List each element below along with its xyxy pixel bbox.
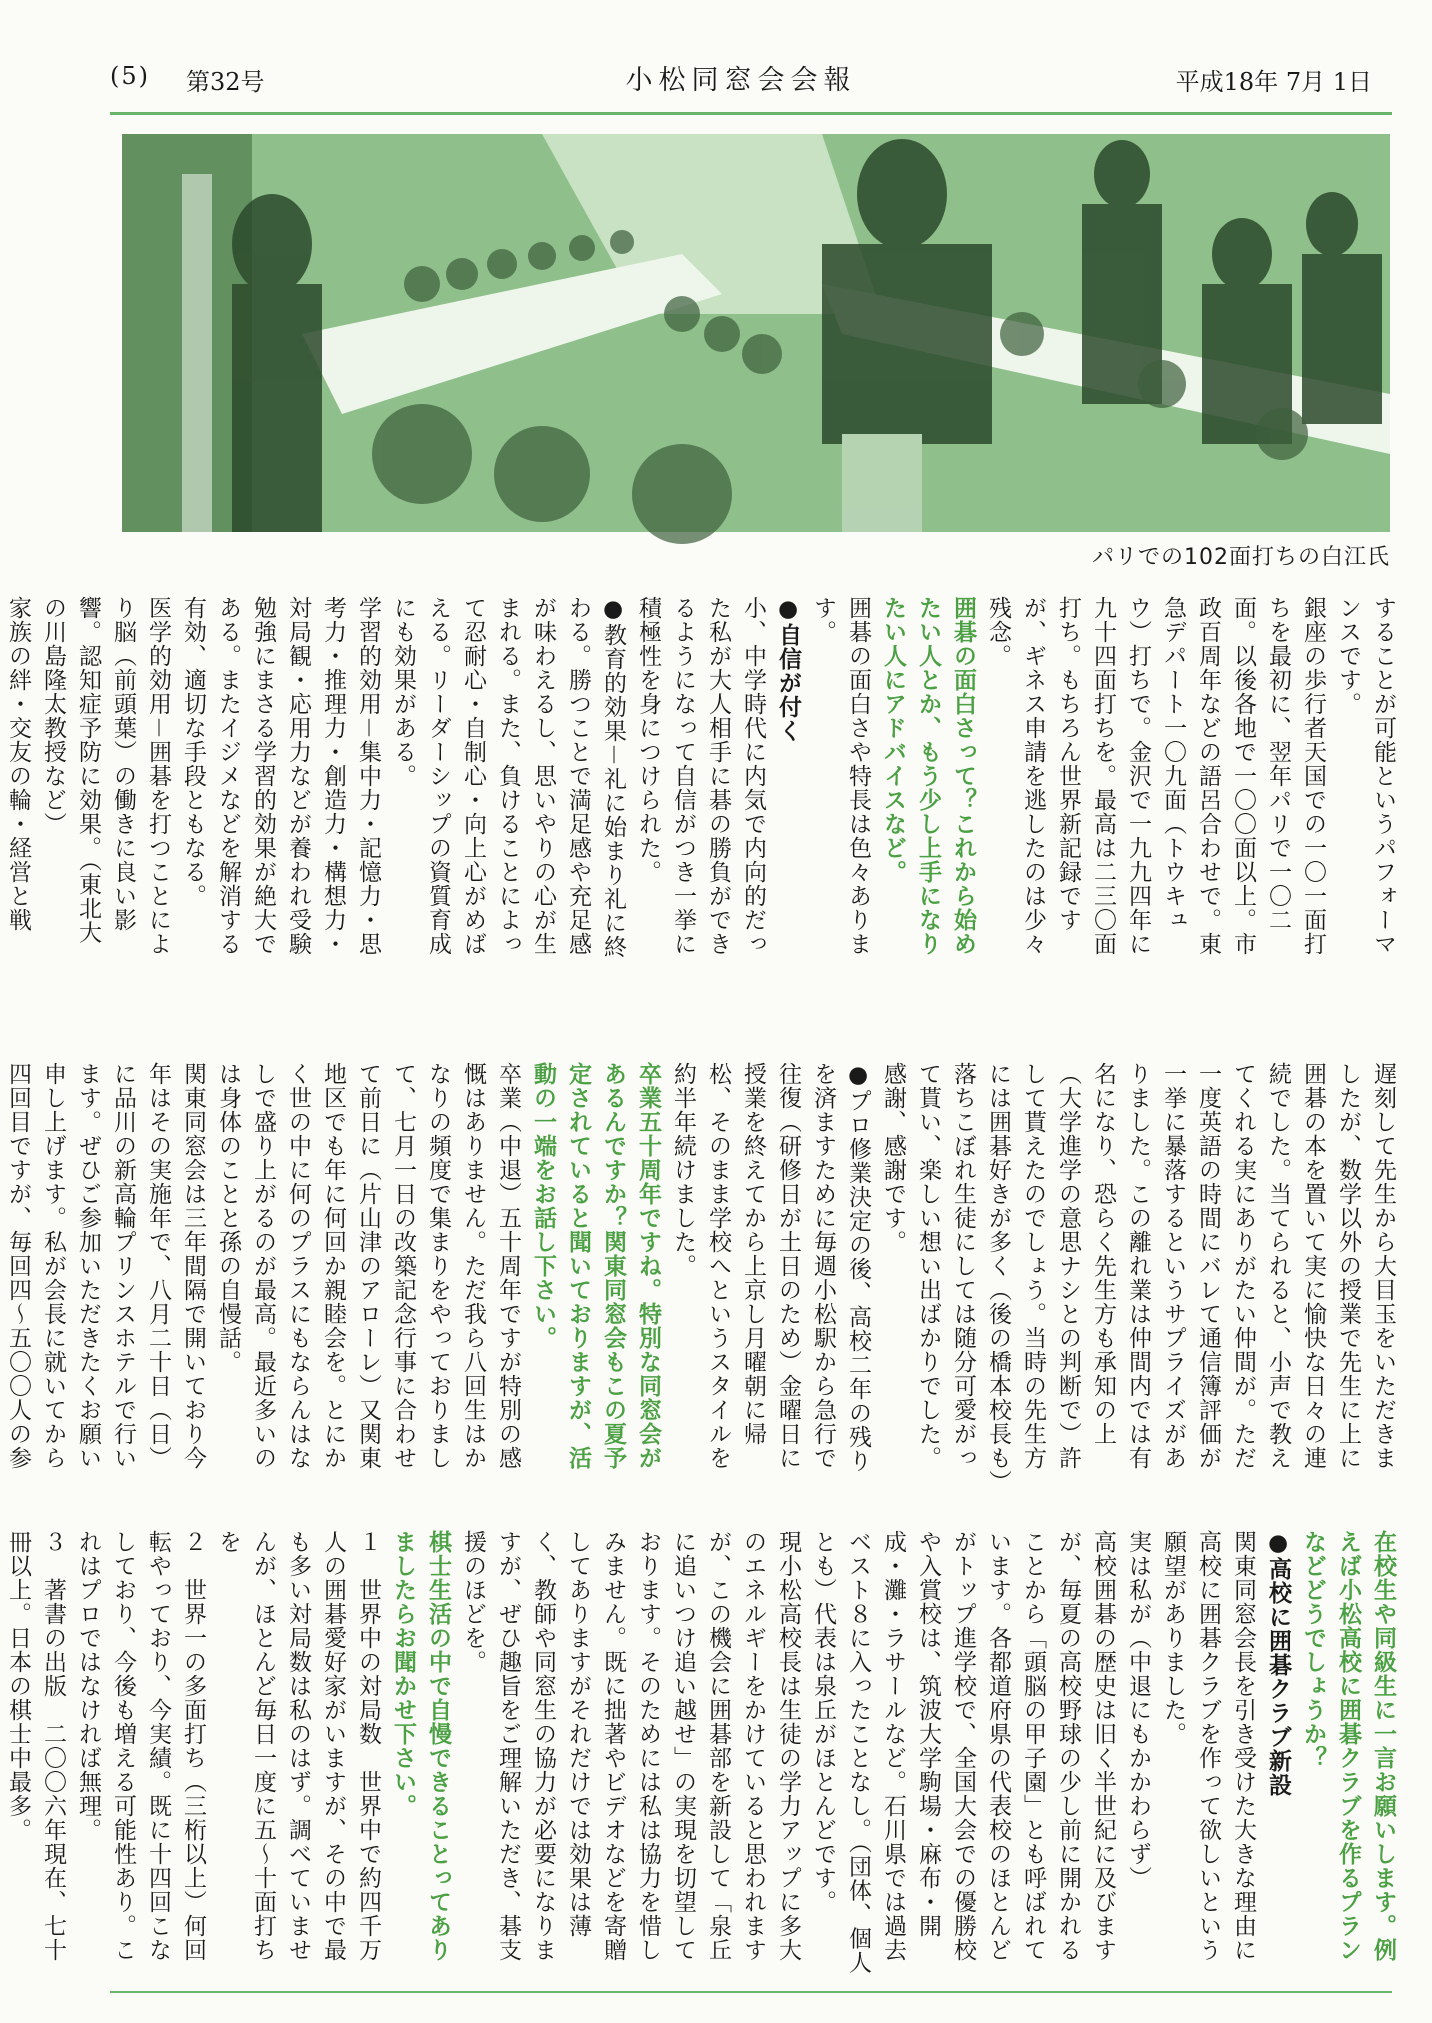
photo-caption: パリでの102面打ちの白江氏 [1092,545,1390,570]
article-paragraph: 医学的効用－囲碁を打つことにより脳（前頭葉）の働きに良い影響。認知症予防に効果。（東北大の川島隆太教授など） [40,596,171,956]
footer-rule [110,1991,1392,1993]
article-column-1 [5,596,1400,966]
newsletter-title: 小松同窓会会報 [625,65,857,96]
article-paragraph: 学習的効用－集中力・記憶力・思考力・推理力・創造力・構想力・対局観・応用力などが養われ受験勉強にまさる学習的効果が絶大である。またイジメなどを解消する有効、適切な手段ともなる。 [180,596,381,956]
article-paragraph: １ 世界中の対局数 世界中で約四千万人の囲碁愛好家がいますが、その中で最も多い対局数は私のはず。調べていませんが、ほとんど毎日一度に五～十面打ちを [215,1530,381,1962]
issue-date: 平成18年 7月 1日 [1175,68,1372,96]
article-paragraph: 現小松高校長は生徒の学力アップに多大のエネルギーをかけていると思われますが、この機会に囲碁部を新設して「泉丘に追いつけ追い越せ」の実現を切望しております。そのためには私は協力を惜しみません。既に拙著やビデオなどを寄贈してありますがそれだけでは効果は薄く、教師や同窓生の協力が必要になりますが、ぜひ趣旨をご理解いただき、碁支援のほどを。 [460,1530,801,1962]
issue-number: 第32号 [186,68,265,96]
article-paragraph: 銀座の歩行者天国での一〇一面打ちを最初に、翌年パリで一〇二面。以後各地で一〇〇面以上。市政百周年などの語呂合わせで。東急デパート一〇九面（トウキュウ）打ちで。金沢で一九九四年に九十四面打ちを。最高は二三〇面打ち。もちろん世界新記録ですが、ギネス申請を逃したのは少々残念。 [985,596,1326,956]
interview-question: 棋士生活の中で自慢できることってありましたらお聞かせ下さい。 [390,1530,451,1962]
interview-question: 在校生や同級生に一言お願いします。例えば小松高校に囲碁クラブを作るプランなどどうでしょうか？ [1300,1530,1396,1962]
article-paragraph: ●教育的効果－礼に始まり礼に終わる。勝つことで満足感や充足感が味わえるし、思いやりの心が生まれる。また、負けることによって忍耐心・自制心・向上心がめばえる。リーダーシップの資質育成にも効果がある。 [390,596,626,959]
article-column-2 [5,1062,1400,1492]
article-paragraph: 家族の絆・交友の輪・経営と戦 [5,596,31,932]
section-heading: ●高校に囲碁クラブ新設 [1265,1530,1291,1797]
article-paragraph: 関東同窓会は三年間隔で開いており今年はその実施年で、八月二十日（日）に品川の新高輪プリンスホテルで行います。ぜひご参加いただきたくお願い申し上げます。私が会長に就いてから四回目ですが、毎回四～五〇〇人の参 [5,1062,206,1470]
interview-question: 囲碁の面白さって？これから始めたい人とか、もう少し上手になりたい人にアドバイスなど。 [880,596,976,956]
event-photo [122,134,1390,532]
section-heading: ●自信が付く [775,596,801,743]
article-paragraph: ３ 著書の出版 二〇〇六年現在、七十冊以上。日本の棋士中最多。 [5,1530,66,1962]
photo-illustration [122,134,1390,532]
article-paragraph: 遅刻して先生から大目玉をいただきましたが、数学以外の授業で先生に上に囲碁の本を置いて実に愉快な日々の連続でした。当てられると、小声で教えてくれる実にありがたい仲間が。ただ一度英語の時間にバレて通信簿評価が一挙に暴落するというサプライズがありました。この離れ業は仲間内では有名になり、恐らく先生方も承知の上（大学進学の意思ナシとの判断で）許して貰えたのでしょう。当時の先生方には囲碁好きが多く（後の橋本校長も）落ちこぼれ生徒にしては随分可愛がって貰い、楽しい想い出ばかりでした。感謝、感謝です。 [880,1062,1396,1483]
article-paragraph: することが可能というパフォーマンスです。 [1335,596,1396,956]
article-paragraph: 高校囲碁の歴史は旧く半世紀に及びますが、毎夏の高校野球の少し前に開かれることから「頭脳の甲子園」とも呼ばれています。各都道府県の代表校のほとんどがトップ進学校で、全国大会での優勝校や入賞校は、筑波大学駒場・麻布・開成・灘・ラサールなど。石川県では過去ベスト８に入ったことなし。（団体、個人とも）代表は泉丘がほとんどです。 [810,1530,1116,1975]
page-header [110,56,1372,100]
article-paragraph: 関東同窓会長を引き受けた大きな理由に高校に囲碁クラブを作って欲しいという願望がありました。 [1160,1530,1256,1962]
interview-question: 卒業五十周年ですね。特別な同窓会があるんですか？関東同窓会もこの夏予定されていると聞いておりますが、活動の一端をお話し下さい。 [530,1062,661,1470]
header-rule [110,112,1392,115]
page-number: (5) [110,62,150,90]
article-paragraph: 卒業（中退）五十周年ですが特別の感慨はありません。ただ我ら八回生はかなりの頻度で集まりをやっておりまして、七月一日の改築記念行事に合わせて前日に（片山津のアローレ）又関東地区でも年に何回か親睦会を。とにかく世の中に何のプラスにもならんはなしで盛り上がるのが最高。最近多いのは身体のことと孫の自慢話。 [215,1062,521,1470]
article-paragraph: ●プロ修業決定の後、高校二年の残りを済ますために毎週小松駅から急行で往復（研修日が土日のため）金曜日に授業を終えてから上京し月曜朝に帰松、そのまま学校へというスタイルを約半年続けました。 [670,1062,871,1473]
article-paragraph: ２ 世界一の多面打ち（三桁以上）何回転やっており、今実績。既に十四回こなしており、今後も増える可能性あり。これはプロではなければ無理。 [75,1530,206,1962]
article-column-3 [5,1530,1400,1975]
article-paragraph: 囲碁の面白さや特長は色々あります。 [810,596,871,956]
article-paragraph: 小、中学時代に内気で内向的だった私が大人相手に碁の勝負ができるようになって自信がつき一挙に積極性を身につけられた。 [635,596,766,956]
article-paragraph: 実は私が（中退にもかかわらず） [1125,1530,1151,1890]
